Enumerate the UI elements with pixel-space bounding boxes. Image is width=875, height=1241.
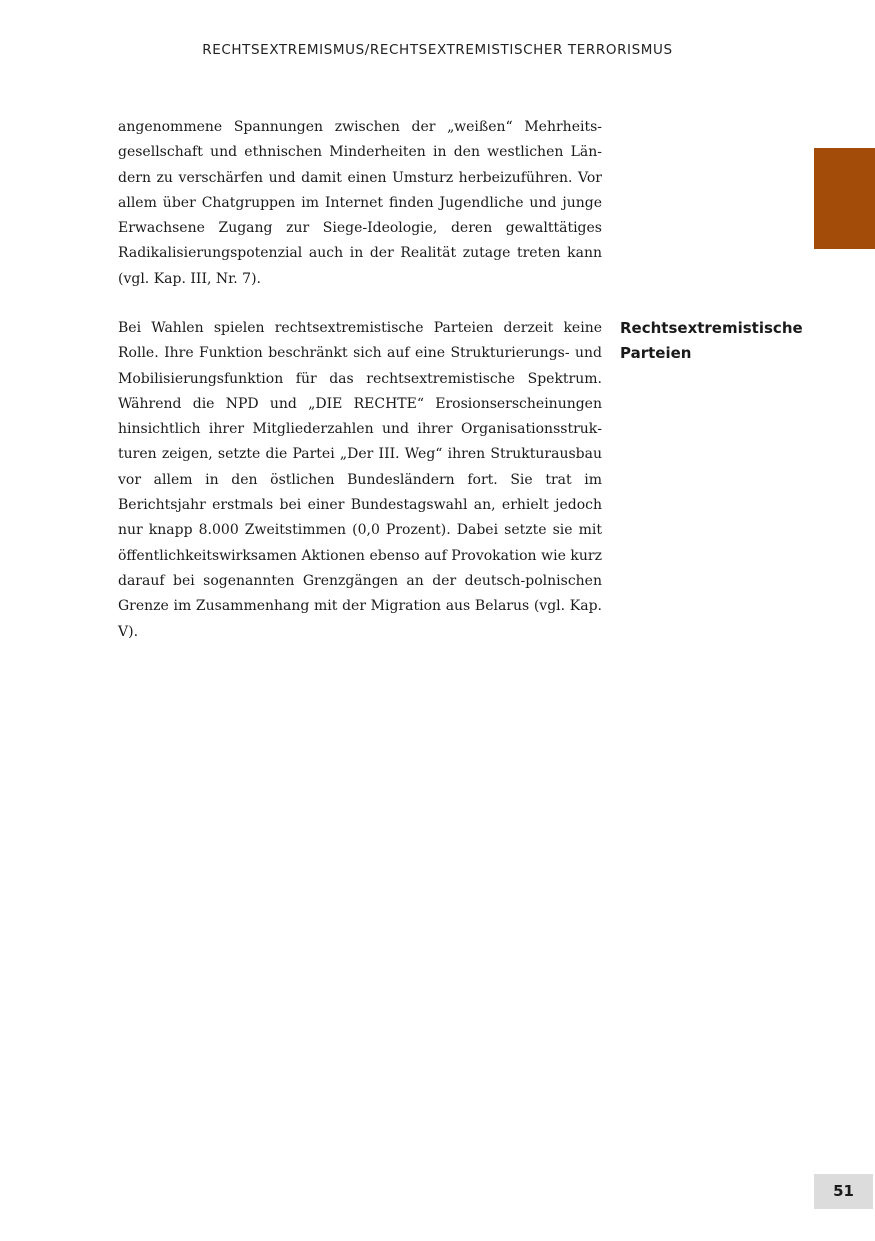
margin-heading-line-2: Parteien <box>620 344 692 363</box>
body-paragraph-2: Bei Wahlen spielen rechtsextremistische Parteien derzeit keine Rolle. Ihre Funktion beschränkt sich auf eine Strukturierungs- und Mobilisierungsfunktion für das rechtsextremistische Spektrum. Während die NPD und „DIE RECHTE“ Erosionserscheinungen hinsichtlich ihrer Mitgliederzahlen und ihrer Organisationsstrukturen zeigen, setzte die Partei „Der III. Weg“ ihren Strukturausbau vor allem in den östlichen Bundesländern fort. Sie trat im Berichtsjahr erstmals bei einer Bundestagswahl an, erhielt jedoch nur knapp 8.000 Zweitstimmen (0,0 Prozent). Dabei setzte sie mit öffentlichkeitswirksamen Aktionen ebenso auf Provokation wie kurz darauf bei sogenannten Grenzgängen an der deutsch-polnischen Grenze im Zusammenhang mit der Migration aus Belarus (vgl. Kap. V). <box>118 320 602 640</box>
body-paragraph-1: angenommene Spannungen zwischen der „weißen“ Mehrheitsgesellschaft und ethnischen Minderheiten in den westlichen Ländern zu verschärfen und damit einen Umsturz herbeizuführen. Vor allem über Chatgruppen im Internet finden Jugendliche und junge Erwachsene Zugang zur Siege-Ideologie, deren gewalttätiges Radikalisierungspotenzial auch in der Realität zutage treten kann (vgl. Kap. III, Nr. 7). <box>118 119 602 287</box>
margin-heading-line-1: Rechtsextremistische <box>620 319 803 337</box>
chapter-tab-marker <box>814 148 875 249</box>
running-header: RECHTSEXTREMISMUS/RECHTSEXTREMISTISCHER TERRORISMUS <box>202 42 673 58</box>
page-number: 51 <box>814 1174 873 1209</box>
margin-heading <box>620 316 810 367</box>
